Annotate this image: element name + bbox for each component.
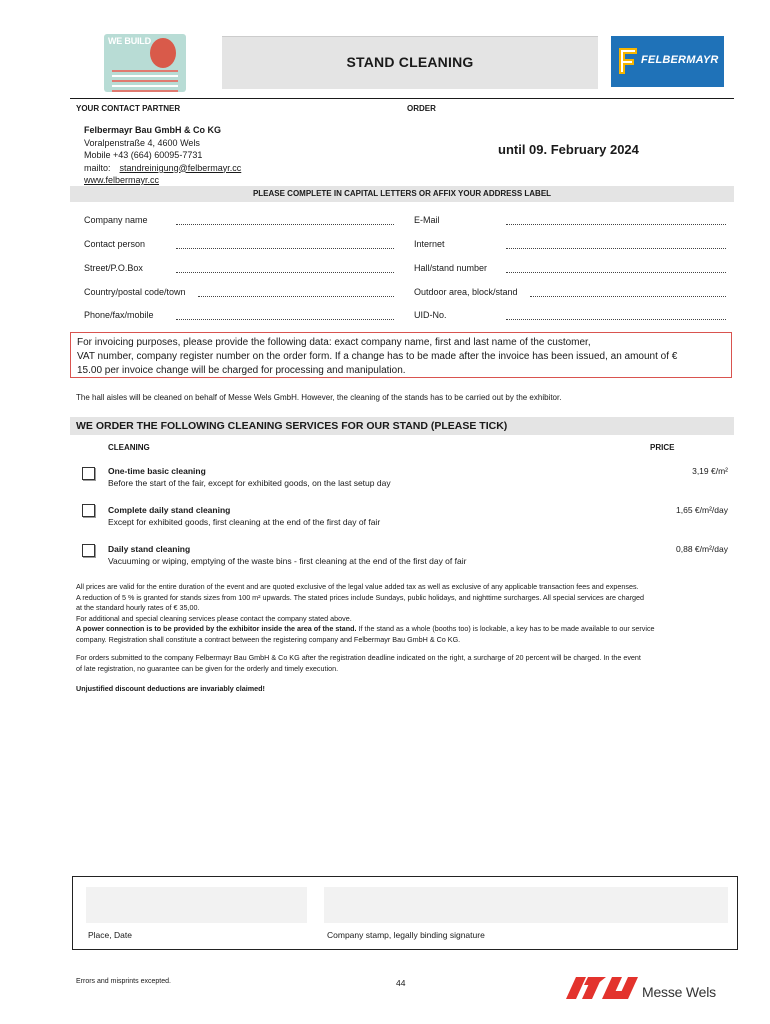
- terms-line: For orders submitted to the company Felbermayr Bau GmbH & Co KG after the registration deadline indicated on the right, a surcharge of 20 percent will be charged. In the event: [76, 653, 641, 662]
- contact-mail-link[interactable]: standreinigung@felbermayr.cc: [119, 162, 242, 173]
- messe-wels-logo-text: Messe Wels: [642, 984, 716, 1000]
- terms-line: company. Registration shall constitute a contract between the registering company and Felbermayr Bau GmbH & Co KG.: [76, 634, 461, 644]
- terms-paragraph: [76, 653, 731, 674]
- webuild-logo-figure-icon: [150, 38, 176, 68]
- capital-letters-instruction: PLEASE COMPLETE IN CAPITAL LETTERS OR AFFIX YOUR ADDRESS LABEL: [70, 186, 734, 202]
- internet-label: Internet: [414, 239, 445, 249]
- outdoor-area-field[interactable]: [530, 296, 726, 297]
- uid-field[interactable]: [506, 319, 726, 320]
- daily-cleaning-checkbox[interactable]: [82, 544, 95, 557]
- invoice-notice-line: For invoicing purposes, please provide the following data: exact company name, first and last name of the customer,: [77, 337, 591, 348]
- internet-field[interactable]: [506, 248, 726, 249]
- uid-label: UID-No.: [414, 310, 447, 320]
- complete-daily-cleaning-checkbox[interactable]: [82, 504, 95, 517]
- email-label: E-Mail: [414, 215, 440, 225]
- services-heading: WE ORDER THE FOLLOWING CLEANING SERVICES FOR OUR STAND (PLEASE TICK): [70, 417, 734, 435]
- hall-stand-label: Hall/stand number: [414, 263, 488, 273]
- phone-field[interactable]: [176, 319, 394, 320]
- service-price: 3,19 €/m²: [692, 466, 728, 476]
- service-title: One-time basic cleaning: [108, 466, 206, 476]
- signature-box: [72, 876, 738, 950]
- terms-paragraph: [76, 582, 731, 614]
- country-label: Country/postal code/town: [84, 287, 186, 297]
- header-divider: [70, 98, 734, 99]
- place-date-field[interactable]: [86, 887, 307, 923]
- felbermayr-logo-text: FELBERMAYR: [641, 54, 719, 66]
- terms-line: of late registration, no guarantee can be given for the orderly and timely execution.: [76, 663, 339, 673]
- terms-line: A reduction of 5 % is granted for stands sizes from 100 m² upwards. The stated prices include Sundays, public holidays, and nighttime surcharges. All special services are charged: [76, 592, 644, 602]
- terms-paragraph: [76, 624, 731, 645]
- order-deadline: until 09. February 2024: [498, 142, 639, 157]
- contact-person-field[interactable]: [176, 248, 394, 249]
- service-description: Except for exhibited goods, first cleaning at the end of the first day of fair: [108, 517, 381, 527]
- terms-line: If the stand as a whole (booths too) is lockable, a key has to be made available to our service: [356, 624, 655, 633]
- service-price: 1,65 €/m²/day: [676, 505, 728, 515]
- power-connection-note: A power connection is to be provided by the exhibitor inside the area of the stand.: [76, 624, 357, 633]
- title-banner: [222, 36, 598, 89]
- service-title: Complete daily stand cleaning: [108, 505, 231, 515]
- contact-web-link[interactable]: www.felbermayr.cc: [84, 175, 160, 185]
- street-field[interactable]: [176, 272, 394, 273]
- email-field[interactable]: [506, 224, 726, 225]
- company-stamp-label: Company stamp, legally binding signature: [327, 930, 485, 940]
- hall-cleaning-note: The hall aisles will be cleaned on behalf of Messe Wels GmbH. However, the cleaning of the stands has to be carried out by the exhibitor.: [76, 393, 562, 402]
- basic-cleaning-checkbox[interactable]: [82, 467, 95, 480]
- contact-details: [84, 124, 241, 187]
- messe-wels-mark-icon: [566, 973, 640, 999]
- place-date-label: Place, Date: [88, 930, 132, 940]
- discount-deduction-note: Unjustified discount deductions are invariably claimed!: [76, 684, 265, 693]
- cleaning-column-heading: CLEANING: [108, 443, 150, 452]
- webuild-logo: [104, 34, 186, 92]
- webuild-logo-lines-icon: [112, 70, 178, 92]
- page-title: STAND CLEANING: [346, 54, 474, 70]
- felbermayr-f-icon: [617, 46, 637, 76]
- invoice-notice: [70, 332, 732, 378]
- terms-and-conditions: [76, 582, 731, 695]
- phone-label: Phone/fax/mobile: [84, 310, 154, 320]
- service-description: Vacuuming or wiping, emptying of the waste bins - first cleaning at the end of the first day of fair: [108, 556, 467, 566]
- page-number: 44: [396, 978, 406, 988]
- contact-street: Voralpenstraße 4, 4600 Wels: [84, 137, 200, 148]
- service-description: Before the start of the fair, except for exhibited goods, on the last setup day: [108, 478, 391, 488]
- contact-mail-row: [84, 162, 241, 175]
- invoice-notice-line: VAT number, company register number on the order form. If a change has to be made after the invoice has been issued, an amount of €: [77, 351, 678, 362]
- contact-mobile: Mobile +43 (664) 60095-7731: [84, 150, 203, 160]
- contact-mail-label: mailto:: [84, 162, 111, 173]
- messe-wels-logo: [566, 971, 736, 1001]
- hall-stand-field[interactable]: [506, 272, 726, 273]
- company-name-label: Company name: [84, 215, 148, 225]
- order-heading: ORDER: [407, 104, 436, 113]
- service-price: 0,88 €/m²/day: [676, 544, 728, 554]
- terms-line: at the standard hourly rates of € 35,00.: [76, 603, 200, 612]
- webuild-logo-text: WE BUILD: [108, 36, 151, 46]
- price-column-heading: PRICE: [650, 443, 675, 452]
- company-name-field[interactable]: [176, 224, 394, 225]
- felbermayr-logo: [611, 36, 724, 87]
- country-field[interactable]: [198, 296, 394, 297]
- contact-person-label: Contact person: [84, 239, 146, 249]
- contact-partner-heading: YOUR CONTACT PARTNER: [76, 104, 181, 113]
- contact-company: Felbermayr Bau GmbH & Co KG: [84, 125, 222, 135]
- company-stamp-field[interactable]: [324, 887, 728, 923]
- outdoor-area-label: Outdoor area, block/stand: [414, 287, 518, 297]
- errors-disclaimer: Errors and misprints excepted.: [76, 978, 171, 985]
- terms-paragraph: For additional and special cleaning services please contact the company stated above.: [76, 613, 352, 623]
- invoice-notice-text: [77, 333, 725, 378]
- street-label: Street/P.O.Box: [84, 263, 143, 273]
- service-title: Daily stand cleaning: [108, 544, 191, 554]
- invoice-notice-line: 15.00 per invoice change will be charged for processing and manipulation.: [77, 365, 406, 376]
- terms-line: All prices are valid for the entire duration of the event and are quoted exclusive of the legal value added tax as well as exclusive of any applicable transaction fees and expenses.: [76, 582, 639, 591]
